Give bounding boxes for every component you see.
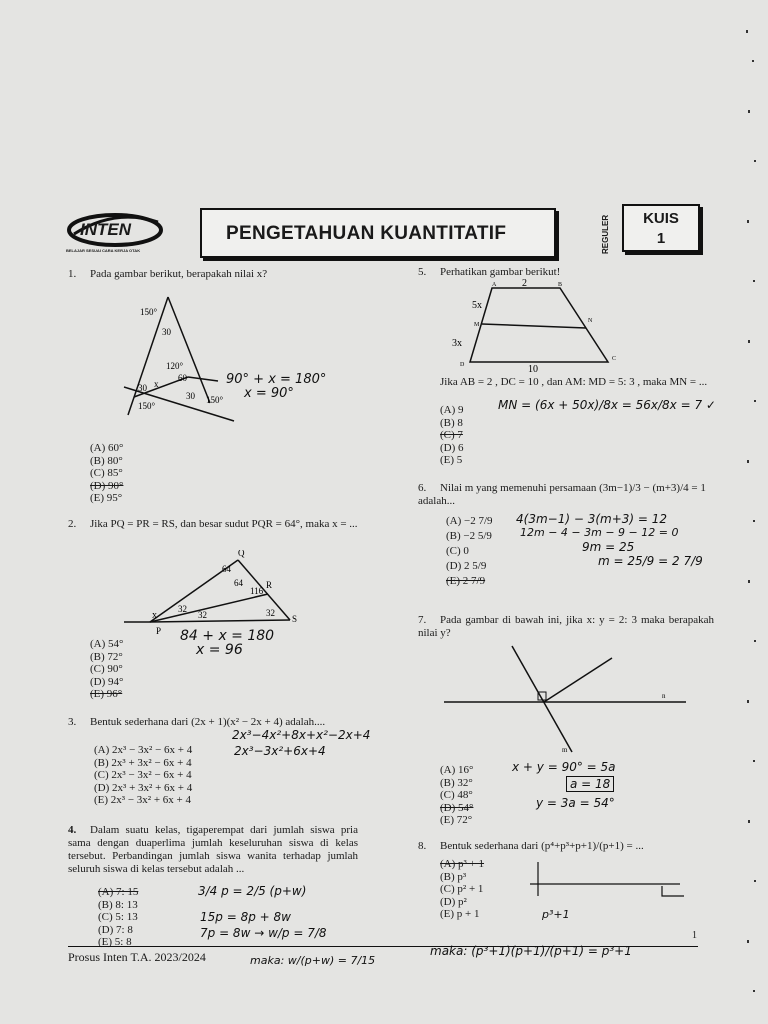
question-text: Pada gambar di bawah ini, jika x: y = 2: 3 maka berapakah nilai y? [418,614,714,639]
option-e: (E) 95° [90,492,123,504]
q2-figure [120,550,305,640]
option-c: (C) 5: 13 [98,911,138,923]
option-b: (B) 8 [440,416,463,429]
q7-handwriting-3: y = 3a = 54° [536,796,615,810]
q2-label-s: S [292,614,298,624]
option-d: (D) 7: 8 [98,923,133,936]
option-e: (E) 2x³ − 3x² + 6x + 4 [94,794,192,806]
q1-label-h: x [154,379,159,389]
q5-options [440,404,464,467]
q5-label-5x: 5x [472,300,482,311]
subject-title-box [200,208,556,258]
option-d: (D) 94° [90,675,124,688]
q2-label-32a: 32 [178,604,187,614]
option-e: (E) 5: 8 [98,936,132,948]
logo-text: INTEN [80,220,131,239]
q5-label-c: C [612,356,617,362]
q2-handwriting-2: x = 96 [196,642,243,658]
option-a: (A) 9 [440,404,464,416]
q1-label-e: 30 [186,391,195,401]
q8-handwriting-2: p³+1 [542,908,570,921]
q5-label-d: D [460,362,465,368]
footer-text: Prosus Inten T.A. 2023/2024 [68,950,206,964]
q4-options [98,886,138,949]
option-b: (B) −2 5/9 [446,530,492,542]
question-6 [418,482,714,508]
option-b: (B) 80° [90,454,123,467]
q2-handwriting-1: 84 + x = 180 [180,628,275,644]
q5-label-top: 2 [522,278,527,289]
question-text: Perhatikan gambar berikut! [440,266,561,278]
q2-label-32b: 32 [198,610,207,620]
question-8 [418,840,714,853]
q1-label-c: 60 [178,373,187,383]
option-e: (E) 72° [440,814,473,826]
option-b: (B) 8: 13 [98,898,138,911]
option-c: (C) 90° [90,663,123,675]
option-c: (C) 0 [446,545,469,557]
q7-options [440,764,473,827]
q5-handwriting: MN = (6x + 50x)/8x = 56x/8x = 7 ✓ [498,398,716,412]
q5-label-n: N [588,318,593,324]
option-a: (A) 2x³ − 3x² − 6x + 4 [94,744,193,756]
q5-label-a: A [492,282,497,288]
option-a: (A) p³ + 1 [440,858,485,870]
q1-label-top: 150° [140,307,158,317]
option-e: (E) p + 1 [440,908,480,920]
option-c: (C) 48° [440,789,473,801]
question-1 [68,268,378,281]
option-d: (D) p² [440,895,467,908]
option-e: (E) 2 7/9 [446,575,486,587]
q2-label-64a: 64 [222,564,231,574]
option-d: (D) 2 5/9 [446,560,487,572]
q6-handwriting-3: 9m = 25 [582,540,635,554]
q5-label-bottom: 10 [528,364,538,373]
question-text: Nilai m yang memenuhi persamaan (3m−1)/3 − (m+3)/4 = 1 adalah... [418,482,706,507]
q1-label-a: 30 [162,327,171,337]
q2-label-x: x [152,610,157,621]
option-e: (E) 96° [90,688,123,700]
option-d: (D) 90° [90,479,124,492]
option-b: (B) p³ [440,870,467,883]
q1-label-d: 30 [138,383,147,393]
option-b: (B) 32° [440,776,473,789]
scan-edge-marks [742,20,764,1010]
question-7 [418,614,714,640]
option-a: (A) 60° [90,442,124,454]
q5-label-3x: 3x [452,338,462,349]
reguler-label [601,212,615,254]
q4-handwriting-3: 7p = 8w → w/p = 7/8 [200,926,327,940]
q8-horner-scratch [520,860,690,910]
option-d: (D) 6 [440,441,464,454]
quiz-number: 1 [656,230,666,247]
question-text: Bentuk sederhana dari (2x + 1)(x² − 2x + 4) adalah.... [90,716,326,728]
question-number: 7. [418,614,427,626]
page-number: 1 [692,930,697,941]
option-b: (B) 2x³ + 3x² − 6x + 4 [94,756,192,769]
quiz-box [622,204,700,252]
question-text: Jika PQ = PR = RS, dan besar sudut PQR = 64°, maka x = ... [90,518,358,530]
option-a: (A) 54° [90,638,124,650]
option-c: (C) 7 [440,429,463,441]
question-number: 2. [68,518,77,530]
q7-figure [440,640,690,760]
question-2 [68,518,368,531]
question-number: 4. [68,824,77,836]
q3-options [94,744,192,807]
q1-handwriting-2: x = 90° [244,386,294,401]
option-b: (B) 72° [90,650,123,663]
q8-options [440,858,484,921]
q4-handwriting-4: maka: w/(p+w) = 7/15 [250,954,376,967]
q5-figure [452,278,627,373]
q1-label-g: 150° [138,401,156,411]
reguler-text: REGULER [601,214,610,254]
q7-handwriting-1: x + y = 90° = 5a [512,760,616,774]
option-a: (A) −2 7/9 [446,515,493,527]
question-text: Bentuk sederhana dari (p⁴+p³+p+1)/(p+1) = ... [440,840,644,852]
question-number: 5. [418,266,427,278]
q2-label-q: Q [238,550,245,558]
question-number: 8. [418,840,427,852]
subject-title: PENGETAHUAN KUANTITATIF [226,223,507,244]
q3-handwriting-1: 2x³−4x²+8x+x²−2x+4 [232,728,371,742]
question-4 [68,824,358,876]
question-number: 3. [68,716,77,728]
question-number: 6. [418,482,427,494]
option-e: (E) 5 [440,454,463,466]
q1-options [90,442,123,505]
quiz-label: KUIS [643,210,679,227]
option-d: (D) 2x³ + 3x² + 6x + 4 [94,781,193,794]
q6-handwriting-4: m = 25/9 = 2 7/9 [598,554,703,568]
q2-label-116: 116 [250,586,264,596]
q6-options [446,514,493,589]
question-number: 1. [68,268,77,280]
q2-label-r: R [266,580,273,590]
q5-label-b: B [558,282,563,288]
q7-label-n: n [662,692,666,700]
question-text: Dalam suatu kelas, tigaperempat dari jumlah siswa pria sama dengan duaperlima jumlah keseluruhan siswa di kelas tersebut. Perbandingan jumlah siswa wanita terhadap jumlah seluruh siswa di kelas tersebut adalah ... [68,824,358,875]
q2-label-64b: 64 [234,578,243,588]
q1-handwriting-1: 90° + x = 180° [226,372,327,387]
q4-handwriting-2: 15p = 8p + 8w [200,910,291,924]
q6-handwriting-2: 12m − 4 − 3m − 9 − 12 = 0 [520,526,679,539]
footer-divider [68,946,698,947]
logo-tagline: BELAJAR SESUAI CARA KERJA OTAK [66,248,141,253]
option-c: (C) p² + 1 [440,883,484,895]
q6-handwriting-1: 4(3m−1) − 3(m+3) = 12 [516,512,668,526]
q4-handwriting-1: 3/4 p = 2/5 (p+w) [198,884,307,898]
q2-options [90,638,123,701]
q5-label-m: M [474,322,480,328]
option-c: (C) 85° [90,467,123,479]
q8-handwriting-1: maka: (p³+1)(p+1)/(p+1) = p³+1 [430,944,632,958]
option-a: (A) 7: 15 [98,886,139,898]
q1-label-f: 150° [206,395,224,405]
q7-handwriting-2: a = 18 [566,776,614,792]
q1-label-b: 120° [166,361,184,371]
q5-text-2: Jika AB = 2 , DC = 10 , dan AM: MD = 5: 3 , maka MN = ... [440,376,708,388]
question-text: Pada gambar berikut, berapakah nilai x? [90,268,268,280]
q7-label-m: m [562,746,568,754]
option-a: (A) 16° [440,764,474,776]
q3-handwriting-2: 2x³−3x²+6x+4 [234,744,326,758]
q2-label-p: P [156,626,162,636]
q2-label-32c: 32 [266,608,275,618]
option-c: (C) 2x³ − 3x² − 6x + 4 [94,769,192,781]
option-d: (D) 54° [440,801,474,814]
q1-figure [110,285,250,425]
